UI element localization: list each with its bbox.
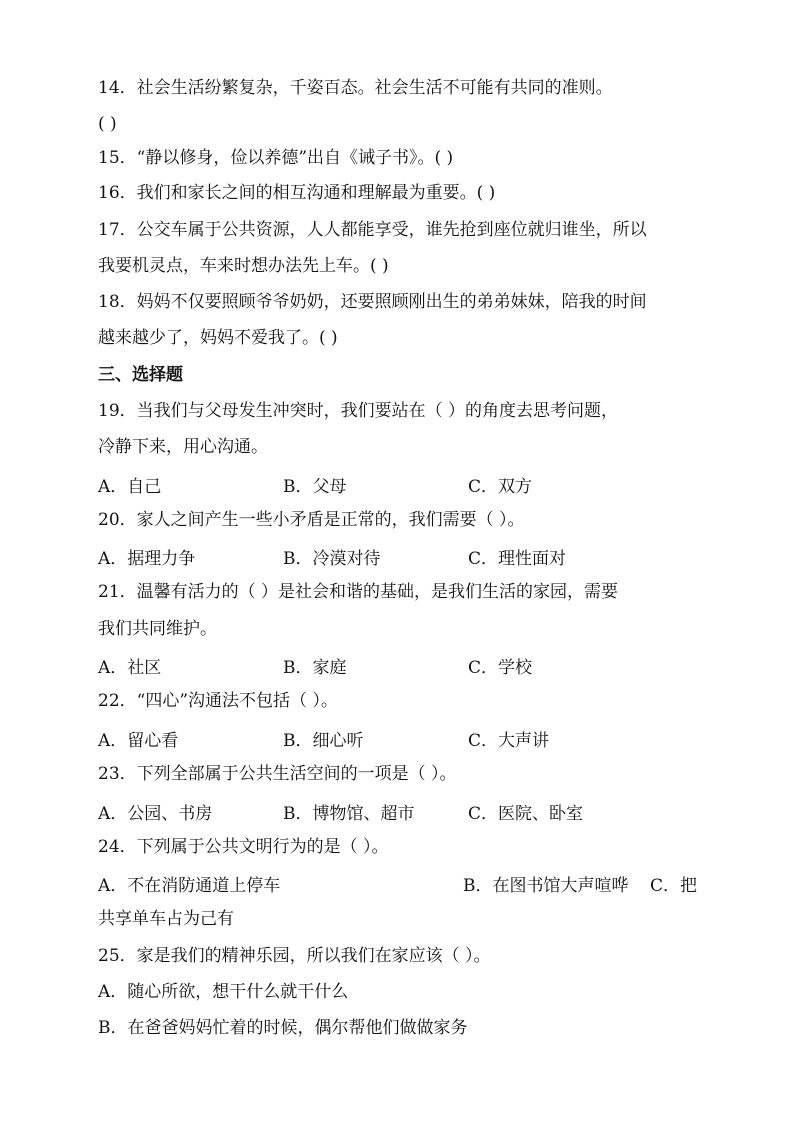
question-14-answer-blank: ( ) xyxy=(98,114,117,134)
question-24-option-c: C．把 xyxy=(650,876,698,896)
question-25-option-a: A．随心所欲，想干什么就干什么 xyxy=(98,982,349,1002)
question-19-option-c: C．双方 xyxy=(468,477,533,497)
question-25-option-b: B．在爸爸妈妈忙着的时候，偶尔帮他们做做家务 xyxy=(98,1018,468,1038)
question-21-option-c: C．学校 xyxy=(468,658,533,678)
question-21-option-b: B．家庭 xyxy=(283,658,347,678)
question-21-line-2: 我们共同维护。 xyxy=(98,619,217,639)
question-17-line-2: 我要机灵点，车来时想办法先上车。( ) xyxy=(98,256,389,276)
question-20: 20．家人之间产生一些小矛盾是正常的，我们需要（ ）。 xyxy=(98,510,525,530)
question-14: 14．社会生活纷繁复杂，千姿百态。社会生活不可能有共同的准则。 xyxy=(98,78,613,98)
section-heading: 三、选择题 xyxy=(98,365,183,385)
question-18: 18．妈妈不仅要照顾爷爷奶奶，还要照顾刚出生的弟弟妹妹，陪我的时间 xyxy=(98,292,647,312)
question-24-option-c-continued: 共享单车占为己有 xyxy=(98,909,234,929)
question-22: 22．“四心”沟通法不包括（ ）。 xyxy=(98,691,338,711)
question-19: 19．当我们与父母发生冲突时，我们要站在（ ）的角度去思考问题， xyxy=(98,401,619,421)
question-25: 25．家是我们的精神乐园，所以我们在家应该（ ）。 xyxy=(98,946,491,966)
question-22-option-a: A．留心看 xyxy=(98,731,179,751)
question-22-option-c: C．大声讲 xyxy=(468,731,550,751)
question-24-option-b: B．在图书馆大声喧哗 xyxy=(463,876,629,896)
question-23-option-a: A．公园、书房 xyxy=(98,804,213,824)
question-21: 21．温馨有活力的（ ）是社会和谐的基础，是我们生活的家园，需要 xyxy=(98,582,619,602)
question-19-line-2: 冷静下来，用心沟通。 xyxy=(98,437,268,457)
question-22-option-b: B．细心听 xyxy=(283,731,364,751)
question-21-option-a: A．社区 xyxy=(98,658,162,678)
question-20-option-b: B．冷漠对待 xyxy=(283,549,381,569)
question-23-option-c: C．医院、卧室 xyxy=(468,804,584,824)
question-24-option-a: A．不在消防通道上停车 xyxy=(98,876,281,896)
question-20-option-a: A．据理力争 xyxy=(98,549,196,569)
question-18-line-2: 越来越少了，妈妈不爱我了。( ) xyxy=(98,328,338,348)
question-15: 15．“静以修身，俭以养德”出自《诫子书》。( ) xyxy=(98,148,454,168)
question-16: 16．我们和家长之间的相互沟通和理解最为重要。( ) xyxy=(98,183,496,203)
question-19-option-a: A．自己 xyxy=(98,477,162,497)
question-24: 24．下列属于公共文明行为的是（ ）。 xyxy=(98,837,389,857)
question-23-option-b: B．博物馆、超市 xyxy=(283,804,415,824)
question-23: 23．下列全部属于公共生活空间的一项是（ ）。 xyxy=(98,764,457,784)
question-17: 17．公交车属于公共资源，人人都能享受，谁先抢到座位就归谁坐，所以 xyxy=(98,220,647,240)
question-20-option-c: C．理性面对 xyxy=(468,549,567,569)
question-19-option-b: B．父母 xyxy=(283,477,347,497)
